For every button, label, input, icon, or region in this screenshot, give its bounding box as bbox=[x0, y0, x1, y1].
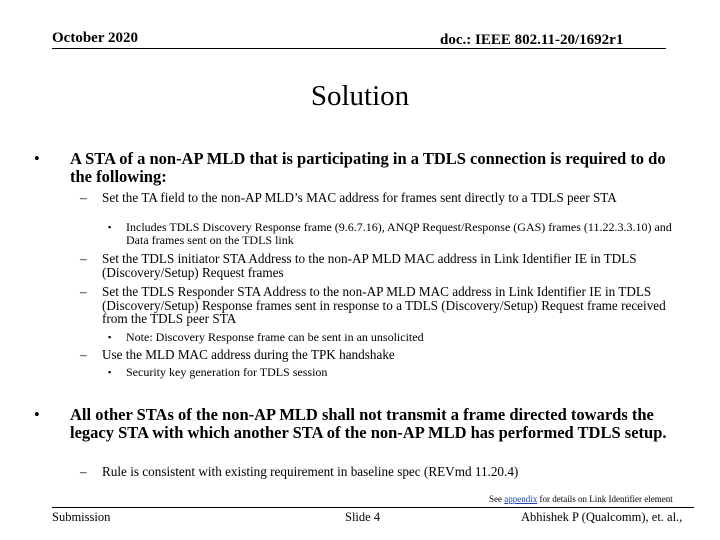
header-doc-id: doc.: IEEE 802.11-20/1692r1 bbox=[440, 32, 624, 48]
sub-bullet-4-text: Use the MLD MAC address during the TPK handshake bbox=[102, 347, 395, 362]
header-rule bbox=[52, 48, 666, 49]
sub-sub-bullet-3a-text: Note: Discovery Response frame can be sent in an unsolicited bbox=[126, 330, 424, 344]
sub-bullet-1-text: Set the TA field to the non-AP MLD’s MAC address for frames sent directly to a TDLS peer STA bbox=[102, 190, 617, 205]
bullet-marker: • bbox=[34, 149, 40, 168]
dash-marker: – bbox=[80, 190, 87, 205]
appendix-link[interactable]: appendix bbox=[504, 494, 538, 504]
bullet-2-text: All other STAs of the non-AP MLD shall not transmit a frame directed towards the legacy STA with which another STA of the non-AP MLD has performed TDLS setup. bbox=[70, 405, 667, 442]
footer-slide-number: Slide 4 bbox=[345, 510, 381, 524]
dash-marker: – bbox=[80, 347, 87, 362]
dash-marker: – bbox=[80, 464, 87, 479]
footnote-suffix: for details on Link Identifier element bbox=[537, 494, 673, 504]
sub-bullet-5-text: Rule is consistent with existing requirement in baseline spec (REVmd 11.20.4) bbox=[102, 464, 519, 479]
slide-title: Solution bbox=[310, 80, 410, 112]
footnote bbox=[489, 494, 673, 504]
bullet-1-text: A STA of a non-AP MLD that is participating in a TDLS connection is required to do the following: bbox=[70, 149, 666, 186]
footer-submission: Submission bbox=[52, 510, 111, 524]
footer-author: Abhishek P (Qualcomm), et. al., bbox=[521, 510, 683, 524]
bullet-marker: • bbox=[34, 405, 40, 424]
sub-sub-bullet-4a-text: Security key generation for TDLS session bbox=[126, 365, 328, 379]
dash-marker: – bbox=[80, 251, 87, 266]
small-bullet-marker: ▪ bbox=[108, 332, 112, 342]
header-date: October 2020 bbox=[52, 30, 138, 46]
footnote-prefix: See bbox=[489, 494, 505, 504]
sub-sub-bullet-1a-text: Includes TDLS Discovery Response frame (9.6.7.16), ANQP Request/Response (GAS) frames (11.22.3.3.10) and Data frames sent on the TDLS link bbox=[126, 220, 672, 247]
small-bullet-marker: ▪ bbox=[108, 367, 112, 377]
sub-bullet-3-text: Set the TDLS Responder STA Address to the non-AP MLD MAC address in Link Identifier IE in TDLS (Discovery/Setup) Response frames sent in response to a TDLS (Discovery/Setup) Request frame received from the TDLS peer STA bbox=[102, 284, 666, 326]
dash-marker: – bbox=[80, 284, 87, 299]
sub-bullet-2-text: Set the TDLS initiator STA Address to the non-AP MLD MAC address in Link Identifier IE in TDLS (Discovery/Setup) Request frames bbox=[102, 251, 637, 280]
footer-rule bbox=[52, 507, 694, 508]
small-bullet-marker: ▪ bbox=[108, 222, 112, 232]
